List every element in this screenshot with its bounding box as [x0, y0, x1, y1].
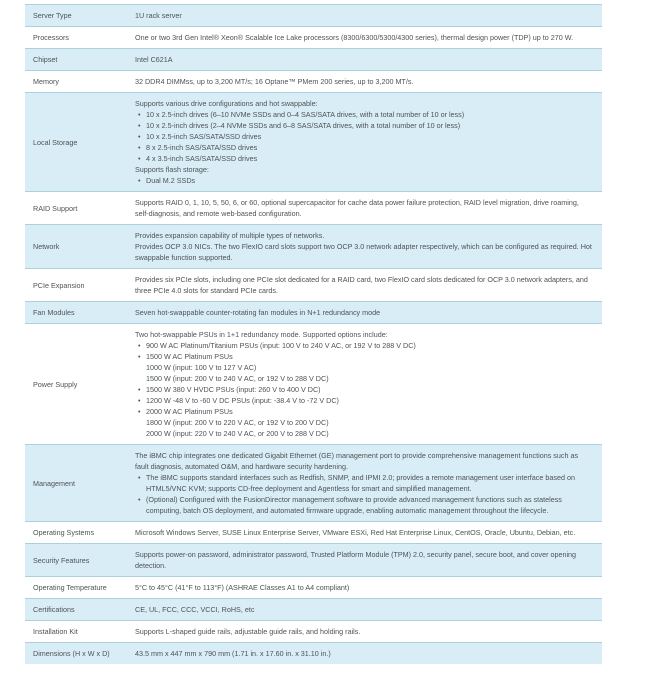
- spec-row: [25, 224, 602, 268]
- spec-label: Fan Modules: [33, 308, 75, 317]
- spec-text-line: Two hot-swappable PSUs in 1+1 redundancy mode. Supported options include:: [135, 330, 388, 339]
- spec-bullet-line: [135, 494, 592, 516]
- spec-line-text: 8 x 2.5-inch SAS/SATA/SSD drives: [146, 143, 258, 152]
- spec-value: [135, 577, 602, 598]
- spec-bullet-line: [135, 395, 592, 406]
- spec-bullet-line: [135, 142, 592, 153]
- bullet-icon: •: [138, 407, 141, 416]
- spec-line-text: 2000 W AC Platinum PSUs: [146, 407, 233, 416]
- spec-row: [25, 323, 602, 444]
- spec-label: Management: [33, 478, 75, 488]
- spec-text-line: 1U rack server: [135, 11, 182, 20]
- spec-text-line: Supports various drive configurations and hot swappable:: [135, 99, 318, 108]
- spec-text-line: Provides OCP 3.0 NICs. The two FlexIO card slots support two OCP 3.0 network adapter respectively, which can be configured as required. Hot swappable function supported.: [135, 242, 592, 262]
- spec-row: [25, 598, 602, 620]
- bullet-icon: •: [138, 121, 141, 130]
- spec-text-line: Supports RAID 0, 1, 10, 5, 50, 6, or 60, optional supercapacitor for cache data power failure protection, RAID level migration, drive roaming, self-diagnosis, and remote web-based configuration.: [135, 198, 579, 218]
- bullet-icon: •: [138, 176, 141, 185]
- spec-row: [25, 444, 602, 521]
- spec-label: Local Storage: [33, 137, 78, 147]
- spec-row: [25, 92, 602, 191]
- spec-text-line: Supports L-shaped guide rails, adjustable guide rails, and holding rails.: [135, 627, 361, 636]
- spec-value: [135, 192, 602, 224]
- spec-value: [135, 93, 602, 191]
- spec-value: [135, 225, 602, 268]
- spec-label: Dimensions (H x W x D): [33, 649, 110, 658]
- spec-label: Installation Kit: [33, 627, 78, 636]
- spec-bullet-line: [135, 175, 592, 186]
- spec-line-text: 10 x 2.5-inch drives (6–10 NVMe SSDs and 0–4 SAS/SATA drives, with a total number of 10 or less): [146, 110, 465, 119]
- spec-value: [135, 269, 602, 301]
- bullet-icon: •: [138, 396, 141, 405]
- bullet-icon: •: [138, 154, 141, 163]
- spec-value: [135, 302, 602, 323]
- spec-value: [135, 643, 602, 664]
- spec-row: [25, 543, 602, 576]
- spec-text-line: 1000 W (input: 100 V to 127 V AC): [146, 363, 257, 372]
- spec-text-line: Supports power-on password, administrator password, Trusted Platform Module (TPM) 2.0, security panel, secure boot, and cover opening detection.: [135, 550, 577, 570]
- spec-value: [135, 49, 602, 70]
- spec-bullet-line: [135, 351, 592, 362]
- spec-text-line: 1500 W (input: 200 V to 240 V AC, or 192 V to 288 V DC): [146, 374, 329, 383]
- spec-value: [135, 544, 602, 576]
- spec-text-line: Microsoft Windows Server, SUSE Linux Enterprise Server, VMware ESXi, Red Hat Enterprise Linux, CentOS, Oracle, Ubuntu, Debian, etc.: [135, 528, 576, 537]
- spec-text-line: Provides expansion capability of multiple types of networks.: [135, 231, 325, 240]
- bullet-icon: •: [138, 385, 141, 394]
- spec-row: [25, 268, 602, 301]
- spec-table: [25, 4, 602, 664]
- spec-line-text: 10 x 2.5-inch drives (2–4 NVMe SSDs and 6–8 SAS/SATA drives, with a total number of 10 or less): [146, 121, 461, 130]
- spec-text-line: Provides six PCIe slots, including one PCIe slot dedicated for a RAID card, two FlexIO card slots dedicated for OCP 3.0 network adapters, and three PCIe 4.0 slots for standard PCIe cards.: [135, 275, 588, 295]
- spec-text-line: CE, UL, FCC, CCC, VCCI, RoHS, etc: [135, 605, 255, 614]
- spec-line-text: 1500 W AC Platinum PSUs: [146, 352, 233, 361]
- spec-row: [25, 48, 602, 70]
- spec-line-text: 1500 W 380 V HVDC PSUs (input: 260 V to 400 V DC): [146, 385, 321, 394]
- spec-label: Processors: [33, 33, 69, 42]
- spec-row: [25, 4, 602, 26]
- spec-line-text: Dual M.2 SSDs: [146, 176, 196, 185]
- spec-label: Operating Systems: [33, 528, 95, 537]
- spec-value: [135, 621, 602, 642]
- spec-value: [135, 599, 602, 620]
- spec-label: Chipset: [33, 55, 58, 64]
- spec-bullet-line: [135, 109, 592, 120]
- spec-line-text: 4 x 3.5-inch SAS/SATA/SSD drives: [146, 154, 258, 163]
- spec-label: Power Supply: [33, 379, 78, 389]
- spec-row: [25, 70, 602, 92]
- bullet-icon: •: [138, 143, 141, 152]
- spec-row: [25, 26, 602, 48]
- spec-bullet-line: [135, 153, 592, 164]
- spec-line-text: The iBMC supports standard interfaces such as Redfish, SNMP, and IPMI 2.0; provides a remote management user interface based on HTML5/VNC KVM; supports CD-free deployment and Agentless for smart and simplified management.: [146, 473, 575, 493]
- spec-text-line: 5°C to 45°C (41°F to 113°F) (ASHRAE Classes A1 to A4 compliant): [135, 583, 350, 592]
- bullet-icon: •: [138, 110, 141, 119]
- spec-text-line: 32 DDR4 DIMMss, up to 3,200 MT/s; 16 Optane™ PMem 200 series, up to 3,200 MT/s.: [135, 77, 414, 86]
- spec-bullet-line: [135, 340, 592, 351]
- spec-text-line: 2000 W (input: 220 V to 240 V AC, or 200 V to 288 V DC): [146, 429, 329, 438]
- spec-bullet-line: [135, 384, 592, 395]
- spec-row: [25, 191, 602, 224]
- spec-value: [135, 71, 602, 92]
- spec-label: Memory: [33, 77, 59, 86]
- spec-text-line: One or two 3rd Gen Intel® Xeon® Scalable Ice Lake processors (8300/6300/5300/4300 series), thermal design power (TDP) up to 270 W.: [135, 33, 574, 42]
- bullet-icon: •: [138, 495, 141, 504]
- spec-label: Certifications: [33, 605, 75, 614]
- spec-row: [25, 642, 602, 664]
- spec-bullet-line: [135, 131, 592, 142]
- bullet-icon: •: [138, 352, 141, 361]
- spec-text-line: Intel C621A: [135, 55, 173, 64]
- spec-row: [25, 620, 602, 642]
- spec-bullet-line: [135, 406, 592, 417]
- spec-text-line: 1800 W (input: 200 V to 220 V AC, or 192 V to 200 V DC): [146, 418, 329, 427]
- bullet-icon: •: [138, 132, 141, 141]
- spec-bullet-line: [135, 472, 592, 494]
- spec-line-text: 900 W AC Platinum/Titanium PSUs (input: 100 V to 240 V AC, or 192 V to 288 V DC): [146, 341, 416, 350]
- spec-text-line: 43.5 mm x 447 mm x 790 mm (1.71 in. x 17.60 in. x 31.10 in.): [135, 649, 331, 658]
- spec-label: Server Type: [33, 11, 72, 20]
- spec-value: [135, 522, 602, 543]
- spec-line-text: 10 x 2.5-inch SAS/SATA/SSD drives: [146, 132, 262, 141]
- spec-line-text: 1200 W -48 V to -60 V DC PSUs (input: -38.4 V to -72 V DC): [146, 396, 339, 405]
- spec-label: PCIe Expansion: [33, 280, 85, 290]
- spec-row: [25, 301, 602, 323]
- spec-bullet-line: [135, 120, 592, 131]
- spec-text-line: The iBMC chip integrates one dedicated Gigabit Ethernet (GE) management port to provide comprehensive management functions such as fault diagnosis, automated O&M, and hardware security hardening.: [135, 451, 579, 471]
- spec-row: [25, 521, 602, 543]
- spec-value: [135, 445, 602, 521]
- spec-value: [135, 324, 602, 444]
- spec-line-text: (Optional) Configured with the FusionDirector management software to provide advanced management functions such as stateless computing, batch OS deployment, and automated firmware upgrade, enabling automatic management throughout the lifecycle.: [146, 495, 562, 515]
- spec-row: [25, 576, 602, 598]
- spec-label: Security Features: [33, 555, 90, 565]
- spec-value: [135, 5, 602, 26]
- bullet-icon: •: [138, 473, 141, 482]
- bullet-icon: •: [138, 341, 141, 350]
- spec-text-line: Supports flash storage:: [135, 165, 209, 174]
- spec-label: Network: [33, 242, 60, 251]
- spec-text-line: Seven hot-swappable counter-rotating fan modules in N+1 redundancy mode: [135, 308, 381, 317]
- spec-value: [135, 27, 602, 48]
- spec-label: RAID Support: [33, 203, 78, 213]
- spec-label: Operating Temperature: [33, 583, 107, 592]
